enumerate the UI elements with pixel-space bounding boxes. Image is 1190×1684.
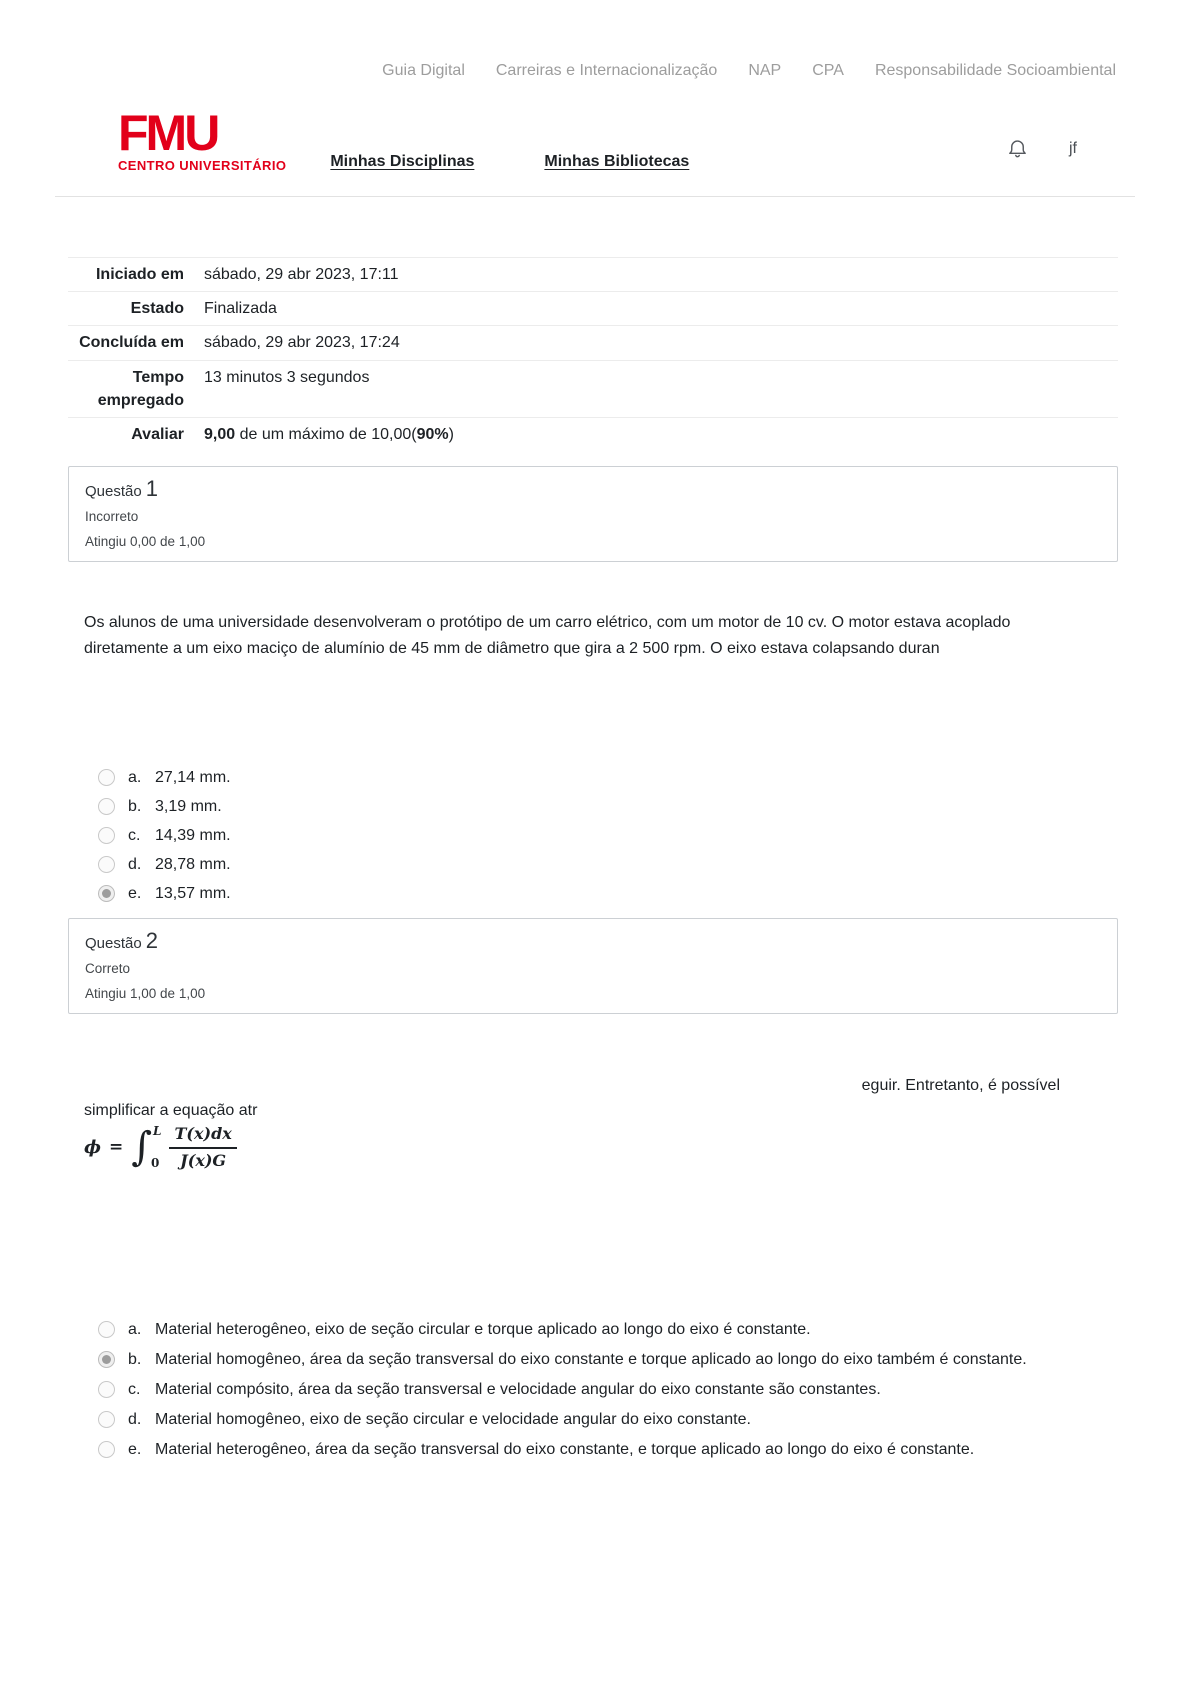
radio-button[interactable]	[98, 1321, 115, 1338]
radio-button[interactable]	[98, 856, 115, 873]
topnav-item-nap[interactable]: NAP	[748, 62, 782, 79]
option-letter: e.	[128, 884, 142, 902]
question-label: Questão	[85, 483, 142, 501]
topnav-item-carreiras[interactable]: Carreiras e Internacionalização	[495, 62, 718, 79]
option-letter: a.	[128, 1320, 142, 1338]
option-text: 13,57 mm.	[155, 884, 231, 902]
question-2-info-box	[68, 918, 1118, 1014]
q2-option-d[interactable]	[98, 1411, 1190, 1429]
summary-value: 13 minutos 3 segundos	[204, 368, 370, 386]
option-text: Material homogêneo, área da seção transversal do eixo constante e torque aplicado ao longo do eixo também é constante.	[155, 1350, 1027, 1368]
question-1-text: Os alunos de uma universidade desenvolveram o protótipo de um carro elétrico, com um motor de 10 cv. O motor estava acoplado diretamente a um eixo maciço de alumínio de 45 mm de diâmetro que gira a 2 500 rpm. O eixo estava colapsando duran	[84, 614, 1011, 658]
option-text: Material homogêneo, eixo de seção circular e velocidade angular do eixo constante.	[155, 1410, 751, 1428]
topnav-item-guia-digital[interactable]: Guia Digital	[382, 62, 465, 79]
question-2-number	[85, 928, 1101, 954]
grade-text-end: )	[448, 425, 454, 443]
summary-value: Finalizada	[204, 300, 277, 318]
fmu-logo-text: FMU	[118, 105, 218, 161]
summary-row-avaliar	[68, 417, 1118, 451]
summary-value: sábado, 29 abr 2023, 17:11	[204, 266, 399, 283]
question-1-number	[85, 476, 1101, 502]
page-header	[0, 80, 1190, 172]
option-letter: b.	[128, 1350, 142, 1368]
integral-lower-limit: 0	[151, 1156, 160, 1171]
integral-upper-limit: L	[153, 1124, 162, 1139]
q2-option-b[interactable]	[98, 1351, 1190, 1369]
header-right-controls	[1006, 138, 1077, 161]
integral-sign: ∫	[131, 1124, 153, 1171]
question-label: Questão	[85, 934, 142, 952]
radio-button-selected[interactable]	[98, 1351, 115, 1368]
question-2-status: Correto	[85, 960, 131, 976]
nav-link-minhas-disciplinas[interactable]: Minhas Disciplinas	[330, 153, 475, 170]
summary-row-tempo	[68, 360, 1118, 417]
q1-option-e[interactable]	[98, 885, 1190, 903]
radio-button-selected[interactable]	[98, 885, 115, 902]
user-menu[interactable]: jf	[1069, 140, 1077, 157]
q1-option-d[interactable]	[98, 856, 1190, 874]
fraction-numerator: T(x)dx	[169, 1124, 236, 1149]
equation-fraction	[169, 1124, 236, 1171]
grade-text: de um máximo de 10,00(	[235, 425, 417, 443]
topnav-item-cpa[interactable]: CPA	[812, 62, 844, 79]
option-letter: d.	[128, 1410, 142, 1428]
fmu-logo[interactable]	[118, 105, 287, 173]
main-nav	[330, 153, 689, 172]
torsion-angle-equation	[84, 1124, 1190, 1171]
option-text: 14,39 mm.	[155, 826, 231, 844]
top-utility-nav	[0, 0, 1190, 80]
option-letter: e.	[128, 1440, 142, 1458]
option-text: Material heterogêneo, área da seção transversal do eixo constante, e torque aplicado ao longo do eixo é constante.	[155, 1440, 975, 1458]
question-1-options	[98, 769, 1190, 903]
radio-button[interactable]	[98, 798, 115, 815]
q2-option-c[interactable]	[98, 1381, 1190, 1399]
q1-option-c[interactable]	[98, 827, 1190, 845]
nav-link-minhas-bibliotecas[interactable]: Minhas Bibliotecas	[544, 153, 690, 170]
q1-option-b[interactable]	[98, 798, 1190, 816]
question-2-text-fragment-left: simplificar a equação atr	[84, 1101, 258, 1119]
fmu-logo-subtext: CENTRO UNIVERSITÁRIO	[118, 158, 287, 173]
grade-percent: 90%	[416, 425, 449, 443]
question-2-text-fragment-right: eguir. Entretanto, é possível	[861, 1076, 1060, 1094]
option-letter: c.	[128, 826, 141, 844]
question-2-points: Atingiu 1,00 de 1,00	[85, 985, 206, 1001]
summary-label: Tempo empregado	[97, 368, 184, 409]
radio-button[interactable]	[98, 769, 115, 786]
notification-bell-icon[interactable]	[1006, 138, 1029, 161]
q2-option-a[interactable]	[98, 1321, 1190, 1339]
topnav-item-responsabilidade[interactable]: Responsabilidade Socioambiental	[874, 62, 1116, 79]
summary-row-estado	[68, 291, 1118, 325]
option-text: Material heterogêneo, eixo de seção circular e torque aplicado ao longo do eixo é constante.	[155, 1320, 811, 1338]
summary-label: Avaliar	[131, 425, 184, 443]
summary-grade-value	[192, 423, 1118, 446]
question-1-info-box	[68, 466, 1118, 562]
grade-score: 9,00	[204, 425, 236, 443]
summary-row-iniciado	[68, 257, 1118, 291]
quiz-summary-table	[68, 257, 1118, 451]
option-text: 27,14 mm.	[155, 768, 231, 786]
q1-option-a[interactable]	[98, 769, 1190, 787]
summary-label: Estado	[130, 300, 184, 318]
question-number-value: 2	[145, 927, 158, 953]
summary-label: Concluída em	[79, 334, 184, 352]
summary-label: Iniciado em	[95, 266, 184, 283]
equation-equals: =	[108, 1137, 124, 1158]
option-text: 3,19 mm.	[155, 797, 222, 815]
question-1-status: Incorreto	[85, 509, 139, 525]
option-text: Material compósito, área da seção transversal e velocidade angular do eixo constante são constantes.	[155, 1380, 881, 1398]
radio-button[interactable]	[98, 1411, 115, 1428]
question-2-options	[98, 1321, 1190, 1459]
equation-phi: ϕ	[84, 1136, 101, 1158]
integral-limits	[153, 1125, 161, 1169]
fraction-denominator: J(x)G	[180, 1150, 227, 1170]
radio-button[interactable]	[98, 1381, 115, 1398]
summary-row-concluida	[68, 325, 1118, 359]
summary-value: sábado, 29 abr 2023, 17:24	[204, 334, 400, 352]
radio-button[interactable]	[98, 1441, 115, 1458]
q2-option-e[interactable]	[98, 1441, 1190, 1459]
option-text: 28,78 mm.	[155, 855, 231, 873]
question-number-value: 1	[145, 476, 158, 502]
header-divider	[55, 196, 1135, 197]
option-letter: b.	[128, 797, 142, 815]
radio-button[interactable]	[98, 827, 115, 844]
question-1-points: Atingiu 0,00 de 1,00	[85, 534, 206, 550]
option-letter: d.	[128, 855, 142, 873]
option-letter: c.	[128, 1380, 141, 1398]
option-letter: a.	[128, 768, 142, 786]
